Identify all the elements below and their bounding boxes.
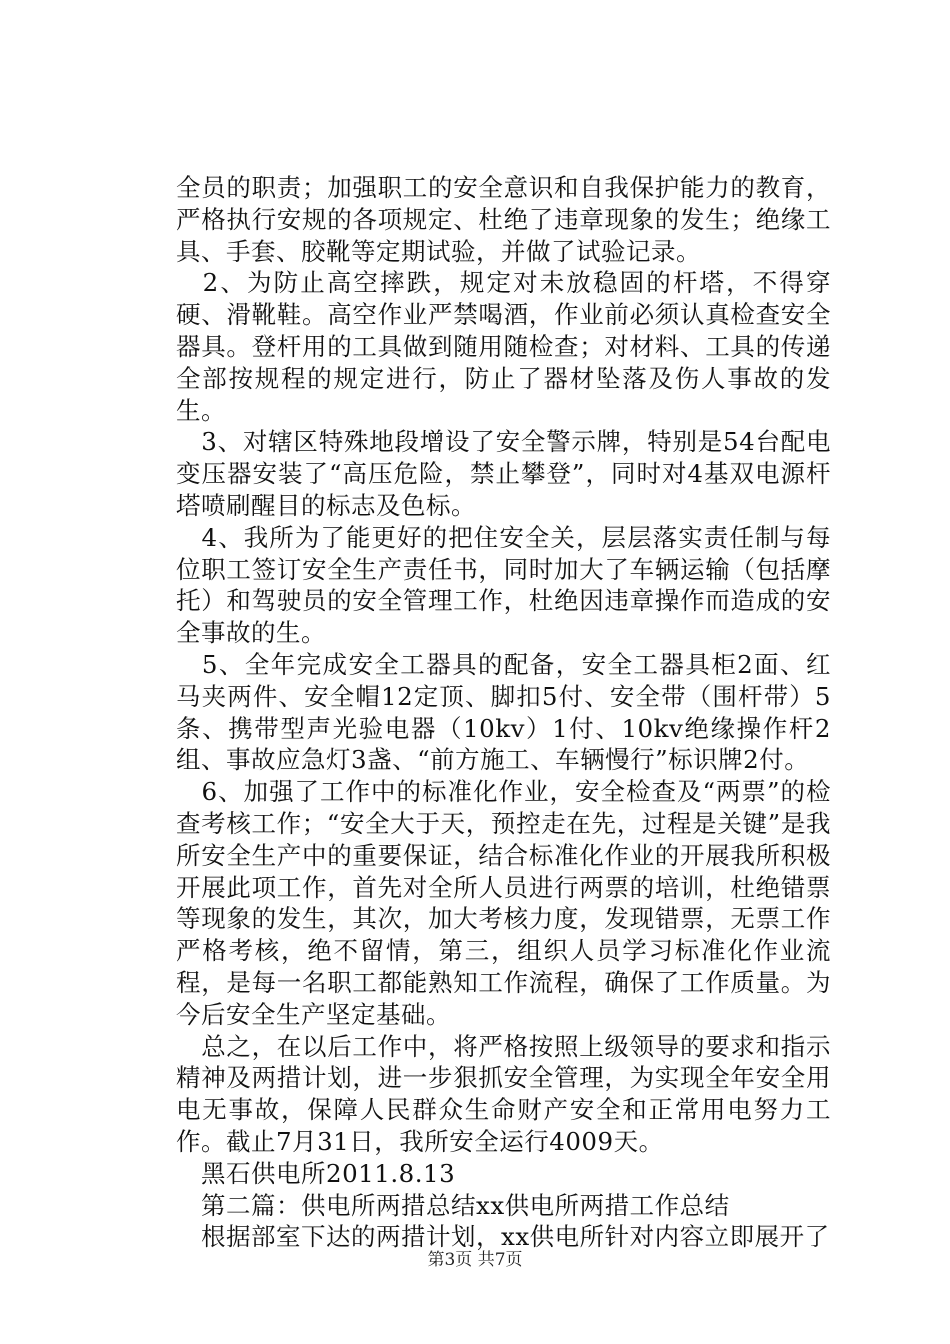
- paragraph-item-6: 6、加强了工作中的标准化作业，安全检查及“两票”的检查考核工作；“安全大于天，预控走在先，过程是关键”是我所安全生产中的重要保证，结合标准化作业的开展我所积极开展此项工作，首先对全所人员进行两票的培训，杜绝错票等现象的发生，其次，加大考核力度，发现错票，无票工作严格考核，绝不留情，第三，组织人员学习标准化作业流程，是每一名职工都能熟知工作流程，确保了工作质量。为今后安全生产坚定基础。: [176, 777, 831, 1029]
- paragraph-item-3: 3、对辖区特殊地段增设了安全警示牌，特别是54台配电变压器安装了“高压危险，禁止攀登”，同时对4基双电源杆塔喷刷醒目的标志及色标。: [176, 427, 831, 520]
- section-heading: 第二篇：供电所两措总结xx供电所两措工作总结: [176, 1190, 730, 1220]
- paragraph-duties: 全员的职责；加强职工的安全意识和自我保护能力的教育，严格执行安规的各项规定、杜绝了违章现象的发生；绝缘工具、手套、胶靴等定期试验，并做了试验记录。: [176, 173, 831, 266]
- paragraph-conclusion: 总之，在以后工作中，将严格按照上级领导的要求和指示精神及两措计划，进一步狠抓安全管理，为实现全年安全用电无事故，保障人民群众生命财产安全和正常用电努力工作。截止7月31日，我所安全运行4009天。: [176, 1031, 831, 1156]
- paragraph-item-5: 5、全年完成安全工器具的配备，安全工器具柜2面、红马夹两件、安全帽12定顶、脚扣5付、安全带（围杆带）5条、携带型声光验电器（10kv）1付、10kv绝缘操作杆2组、事故应急灯3盏、“前方施工、车辆慢行”标识牌2付。: [176, 649, 831, 775]
- document-body: [176, 172, 831, 1253]
- paragraph-item-2: 2、为防止高空摔跌，规定对未放稳固的杆塔，不得穿硬、滑靴鞋。高空作业严禁喝酒，作业前必须认真检查安全器具。登杆用的工具做到随用随检查；对材料、工具的传递全部按规程的规定进行，防止了器材坠落及伤人事故的发生。: [176, 268, 831, 425]
- paragraph-item-4: 4、我所为了能更好的把住安全关，层层落实责任制与每位职工签订安全生产责任书，同时加大了车辆运输（包括摩托）和驾驶员的安全管理工作，杜绝因违章操作而造成的安全事故的生。: [176, 522, 831, 648]
- paragraph-intro: 根据部室下达的两措计划，xx供电所针对内容立即展开了: [176, 1222, 830, 1252]
- signature-date: 黑石供电所2011.8.13: [176, 1158, 456, 1188]
- page-number: 第3页 共7页: [427, 1250, 523, 1270]
